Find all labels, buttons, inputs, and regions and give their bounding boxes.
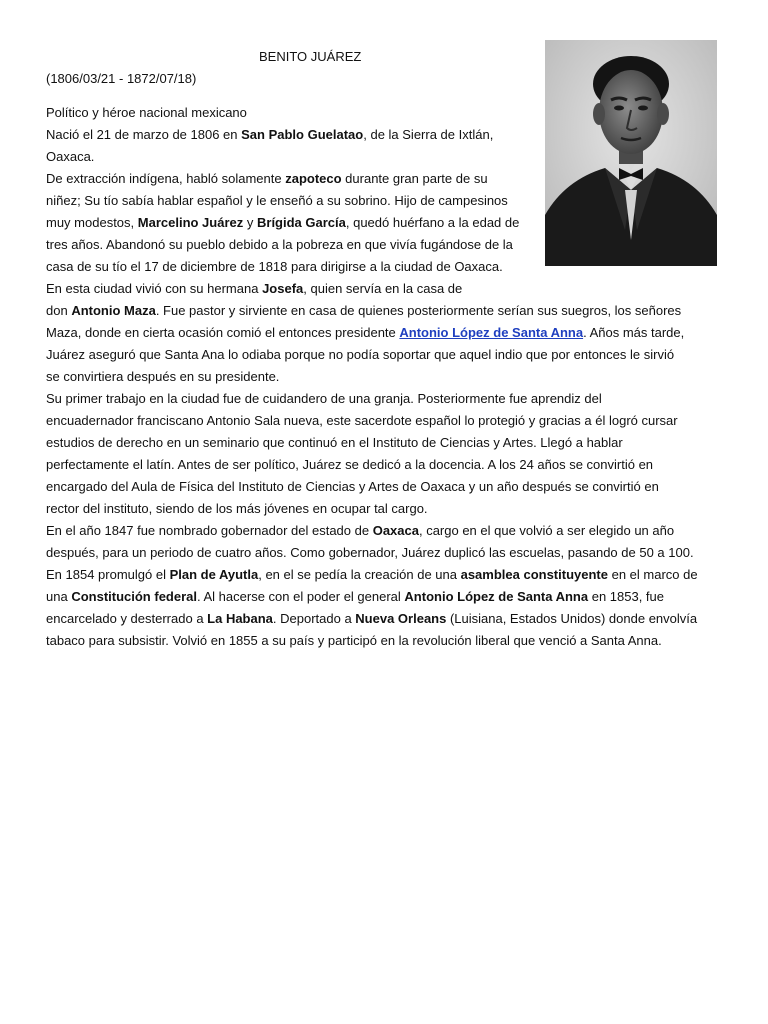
p3-line-1: En el año 1847 fue nombrado gobernador del estado de Oaxaca, cargo en el que volvió a ser elegido un año	[46, 523, 675, 538]
document-title: BENITO JUÁREZ	[259, 49, 362, 64]
p3-line-4: una Constitución federal. Al hacerse con el poder el general Antonio López de Santa Anna en 1853, fue	[46, 589, 665, 604]
p1-line-1: Nació el 21 de marzo de 1806 en San Pablo Guelatao, de la Sierra de Ixtlán,	[46, 127, 494, 142]
life-dates: (1806/03/21 - 1872/07/18)	[46, 71, 197, 86]
p1-line-9: don Antonio Maza. Fue pastor y sirviente en casa de quienes posteriormente serían sus suegros, los señores	[46, 303, 682, 318]
p1-line-7: casa de su tío el 17 de diciembre de 1818 para dirigirse a la ciudad de Oaxaca.	[46, 259, 503, 274]
p3-line-3: En 1854 promulgó el Plan de Ayutla, en el se pedía la creación de una asamblea constituyente en el marco de	[46, 567, 698, 582]
p1-line-2: Oaxaca.	[46, 149, 95, 164]
p1-line-3: De extracción indígena, habló solamente zapoteco durante gran parte de su	[46, 171, 488, 186]
p1-line-4: niñez; Su tío sabía hablar español y le enseñó a su sobrino. Hijo de campesinos	[46, 193, 508, 208]
p2-line-3: estudios de derecho en un seminario que continuó en el Instituto de Ciencias y Artes. Llegó a hablar	[46, 435, 623, 450]
santa-anna-link[interactable]: Antonio López de Santa Anna	[399, 325, 584, 340]
p1-line-11: Juárez aseguró que Santa Ana lo odiaba porque no podía soportar que aquel indio que por entonces le sirvió	[46, 347, 675, 362]
p2-line-4: perfectamente el latín. Antes de ser político, Juárez se dedicó a la docencia. A los 24 años se convirtió en	[46, 457, 654, 472]
p2-line-2: encuadernador franciscano Antonio Sala nueva, este sacerdote español lo protegió y gracias a él logró cursar	[46, 413, 678, 428]
p3-line-5: encarcelado y desterrado a La Habana. Deportado a Nueva Orleans (Luisiana, Estados Unidos) donde envolvía	[46, 611, 698, 626]
p2-line-1: Su primer trabajo en la ciudad fue de cuidandero de una granja. Posteriormente fue aprendiz del	[46, 391, 602, 406]
p3-line-2: después, para un periodo de cuatro años. Como gobernador, Juárez duplicó las escuelas, pasando de 50 a 100.	[46, 545, 694, 560]
p3-line-6: tabaco para subsistir. Volvió en 1855 a su país y participó en la revolución liberal que venció a Santa Anna.	[46, 633, 662, 648]
p1-line-6: tres años. Abandonó su pueblo debido a la pobreza en que vivía fugándose de la	[46, 237, 513, 252]
p2-line-6: rector del instituto, siendo de los más jóvenes en ocupar tal cargo.	[46, 501, 428, 516]
subtitle: Político y héroe nacional mexicano	[46, 105, 247, 120]
p1-line-8: En esta ciudad vivió con su hermana Josefa, quien servía en la casa de	[46, 281, 463, 296]
p1-line-10: Maza, donde en cierta ocasión comió el entonces presidente Antonio López de Santa Anna. Años más tarde,	[46, 325, 685, 340]
p2-line-5: encargado del Aula de Física del Instituto de Ciencias y Artes de Oaxaca y un año después se convirtió en	[46, 479, 659, 494]
portrait-image	[545, 40, 717, 266]
p1-line-5: muy modestos, Marcelino Juárez y Brígida García, quedó huérfano a la edad de	[46, 215, 520, 230]
p1-line-12: se convirtiera después en su presidente.	[46, 369, 280, 384]
